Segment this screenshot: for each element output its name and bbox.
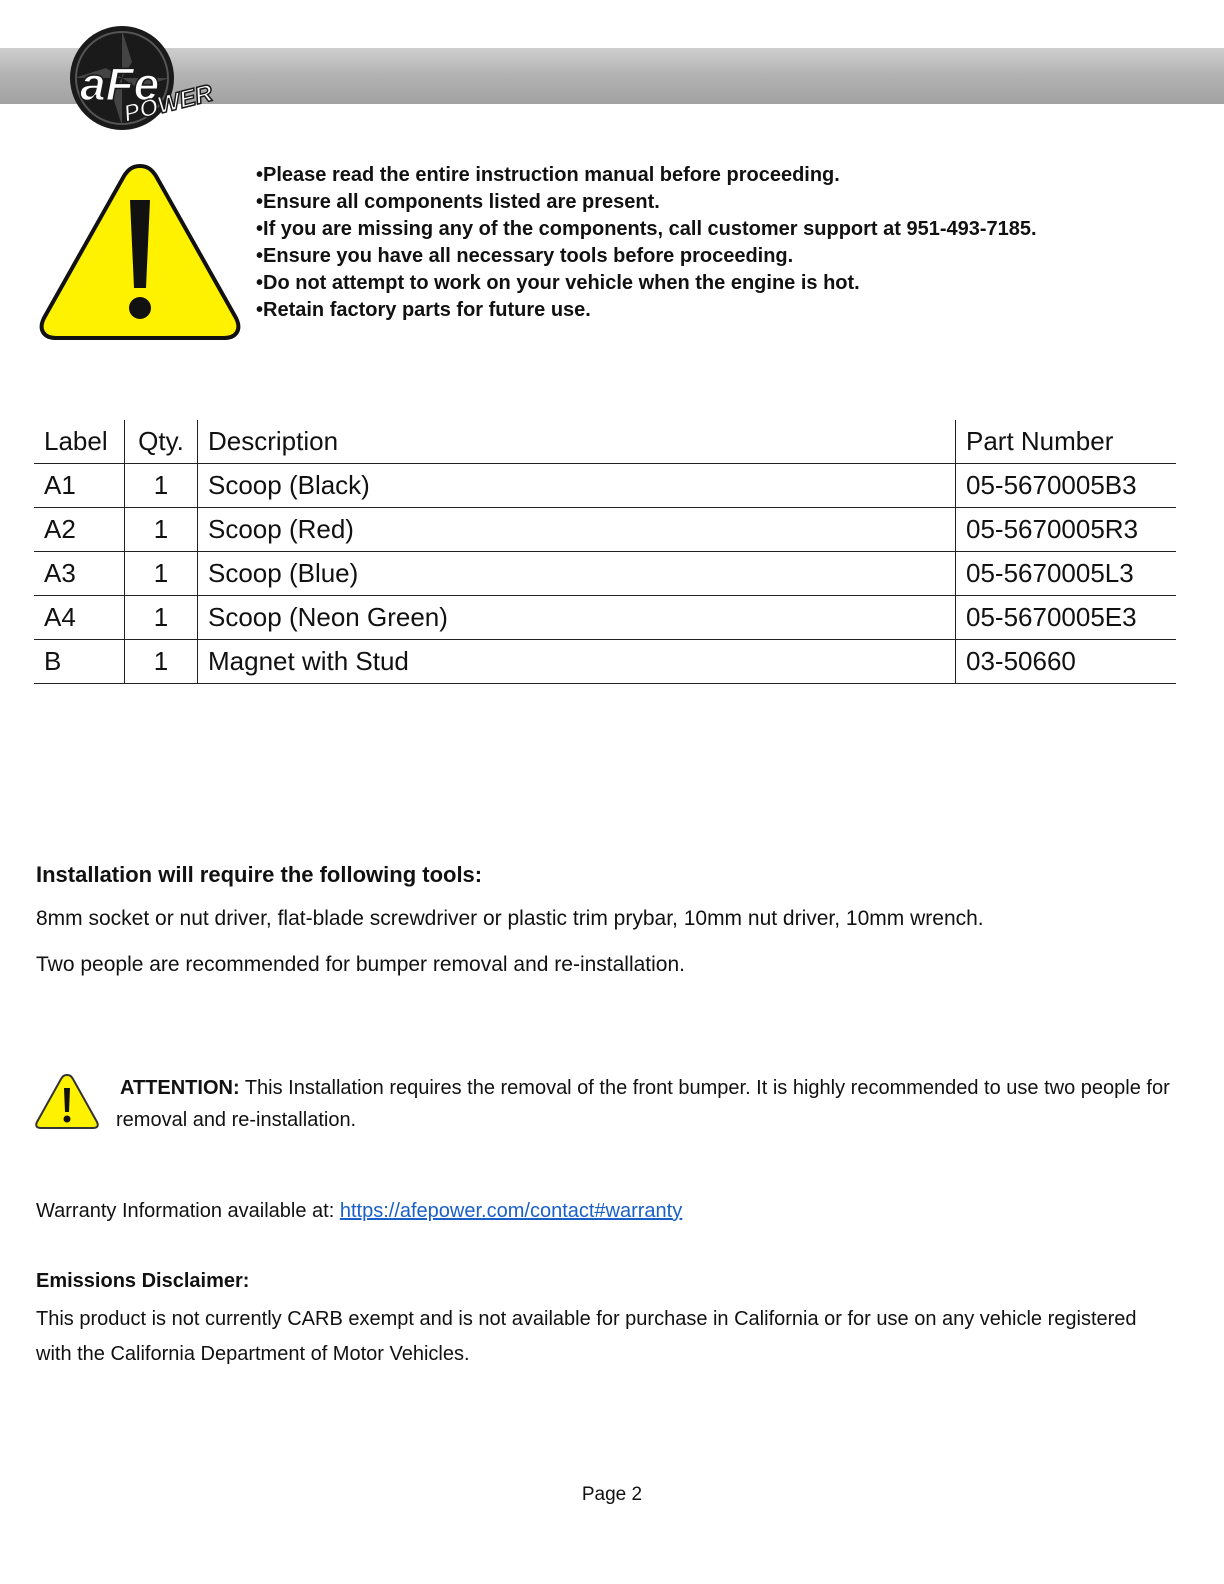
table-header-row xyxy=(34,420,1176,464)
table-row xyxy=(34,552,1176,596)
warning-item: • Ensure all components listed are present. xyxy=(256,189,1037,216)
warranty-info xyxy=(36,1200,682,1223)
attention-notice xyxy=(116,1072,1186,1136)
warning-triangle-icon xyxy=(36,160,244,342)
warning-item: • Please read the entire instruction manual before proceeding. xyxy=(256,162,1037,189)
table-row xyxy=(34,640,1176,684)
cell-part-number: 05-5670005L3 xyxy=(956,552,1177,596)
header-label: Label xyxy=(34,420,125,464)
cell-description: Scoop (Red) xyxy=(198,508,956,552)
warning-item: • Retain factory parts for future use. xyxy=(256,297,1037,324)
page-number: Page 2 xyxy=(581,1484,643,1505)
table-row xyxy=(34,596,1176,640)
svg-text:aFe: aFe xyxy=(80,58,160,110)
tools-list: 8mm socket or nut driver, flat-blade screwdriver or plastic trim prybar, 10mm nut driver, 10mm wrench. xyxy=(36,907,984,930)
cell-label: A2 xyxy=(34,508,125,552)
parts-table xyxy=(34,420,1176,684)
svg-text:POWER: POWER xyxy=(120,79,216,128)
emissions-title: Emissions Disclaimer: xyxy=(36,1270,250,1292)
cell-label: A4 xyxy=(34,596,125,640)
table-row xyxy=(34,508,1176,552)
header-part-number: Part Number xyxy=(956,420,1177,464)
cell-label: B xyxy=(34,640,125,684)
warning-item: • Ensure you have all necessary tools before proceeding. xyxy=(256,243,1037,270)
cell-description: Scoop (Black) xyxy=(198,464,956,508)
tools-note: Two people are recommended for bumper removal and re-installation. xyxy=(36,953,686,976)
cell-qty: 1 xyxy=(125,508,198,552)
warning-item: • Do not attempt to work on your vehicle when the engine is hot. xyxy=(256,270,1037,297)
warning-list xyxy=(256,162,1037,324)
warning-item: • If you are missing any of the components, call customer support at 951-493-7185. xyxy=(256,216,1037,243)
afe-power-logo xyxy=(66,22,246,134)
cell-description: Scoop (Blue) xyxy=(198,552,956,596)
attention-warning-icon xyxy=(34,1072,100,1130)
cell-qty: 1 xyxy=(125,640,198,684)
cell-qty: 1 xyxy=(125,552,198,596)
table-row xyxy=(34,464,1176,508)
cell-label: A1 xyxy=(34,464,125,508)
cell-label: A3 xyxy=(34,552,125,596)
cell-part-number: 05-5670005R3 xyxy=(956,508,1177,552)
attention-label: ATTENTION: xyxy=(120,1077,240,1099)
cell-part-number: 05-5670005B3 xyxy=(956,464,1177,508)
cell-description: Magnet with Stud xyxy=(198,640,956,684)
warranty-link[interactable]: https://afepower.com/contact#warranty xyxy=(339,1200,683,1222)
emissions-text: This product is not currently CARB exempt and is not available for purchase in California or for use on any vehicle registered with the California Department of Motor Vehicles. xyxy=(36,1308,1137,1365)
cell-part-number: 05-5670005E3 xyxy=(956,596,1177,640)
header-description: Description xyxy=(198,420,956,464)
warranty-label: Warranty Information available at: xyxy=(36,1200,335,1222)
cell-qty: 1 xyxy=(125,596,198,640)
cell-description: Scoop (Neon Green) xyxy=(198,596,956,640)
cell-qty: 1 xyxy=(125,464,198,508)
attention-text: This Installation requires the removal of the front bumper. It is highly recommended to use two people for removal and re-installation. xyxy=(116,1077,1170,1131)
header-qty: Qty. xyxy=(125,420,198,464)
tools-title: Installation will require the following tools: xyxy=(36,862,483,887)
cell-part-number: 03-50660 xyxy=(956,640,1177,684)
